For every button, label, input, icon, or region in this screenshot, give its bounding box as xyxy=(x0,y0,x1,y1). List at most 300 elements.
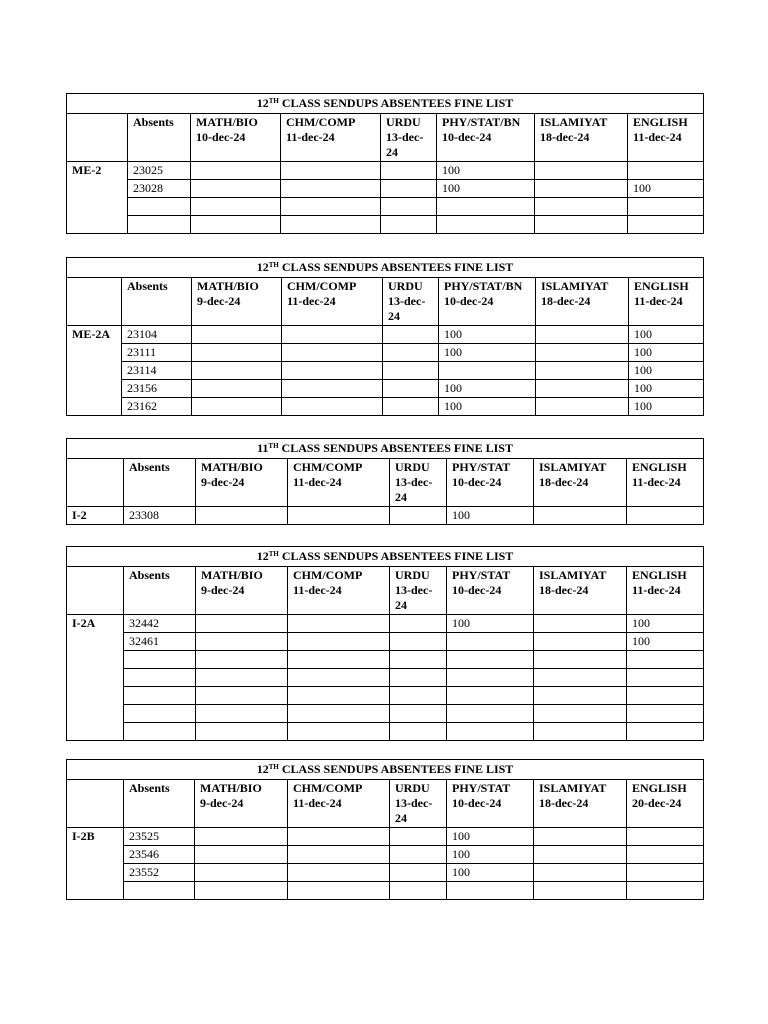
table-title xyxy=(67,258,704,278)
column-header xyxy=(124,567,196,615)
header-date: 13-dec-24 xyxy=(395,796,433,825)
fine-cell xyxy=(282,362,383,380)
roll-number-cell: 23028 xyxy=(128,180,191,198)
header-subject: ENGLISH xyxy=(632,460,687,474)
column-header xyxy=(67,780,124,828)
roll-number-cell xyxy=(124,669,196,687)
fine-cell xyxy=(192,344,282,362)
header-row xyxy=(67,114,704,162)
roll-number-cell: 23546 xyxy=(124,846,195,864)
header-subject: ENGLISH xyxy=(634,279,689,293)
header-date: 13-dec-24 xyxy=(386,130,424,159)
column-header xyxy=(534,567,627,615)
fine-cell xyxy=(447,687,534,705)
title-ordinal-suffix: TH xyxy=(268,442,279,450)
fine-cell xyxy=(628,216,704,234)
table-row xyxy=(67,864,704,882)
fine-cell: 100 xyxy=(629,398,704,416)
fine-cell xyxy=(282,344,383,362)
fine-cell xyxy=(288,723,390,741)
table-row xyxy=(67,380,704,398)
fine-cell xyxy=(627,846,704,864)
fine-cell xyxy=(196,723,288,741)
header-subject: ISLAMIYAT xyxy=(539,460,607,474)
table-row xyxy=(67,344,704,362)
header-date: 18-dec-24 xyxy=(541,294,591,308)
fine-cell xyxy=(281,180,381,198)
header-row xyxy=(67,459,704,507)
fine-cell xyxy=(536,326,629,344)
fine-cell xyxy=(383,344,439,362)
fine-cell xyxy=(447,723,534,741)
fine-cell xyxy=(536,362,629,380)
title-text: CLASS SENDUPS ABSENTEES FINE LIST xyxy=(278,260,514,274)
roll-number-cell: 32442 xyxy=(124,615,196,633)
fine-cell xyxy=(627,864,704,882)
fine-list-table xyxy=(66,759,704,900)
header-date: 9-dec-24 xyxy=(201,475,245,489)
title-text: CLASS SENDUPS ABSENTEES FINE LIST xyxy=(278,96,514,110)
table-row xyxy=(67,828,704,846)
title-class-number: 12 xyxy=(256,260,269,274)
column-header xyxy=(439,278,536,326)
header-subject: MATH/BIO xyxy=(201,460,263,474)
header-subject: CHM/COMP xyxy=(293,460,363,474)
header-date: 20-dec-24 xyxy=(632,796,682,810)
fine-cell xyxy=(390,723,447,741)
fine-cell xyxy=(196,687,288,705)
column-header xyxy=(536,278,629,326)
fine-cell xyxy=(390,705,447,723)
fine-cell: 100 xyxy=(447,864,534,882)
header-date: 13-dec-24 xyxy=(395,583,433,612)
fine-cell xyxy=(288,615,390,633)
column-header xyxy=(390,567,447,615)
fine-list-table xyxy=(66,257,704,416)
roll-number-cell xyxy=(124,705,196,723)
column-header xyxy=(67,567,124,615)
fine-cell xyxy=(627,651,704,669)
fine-cell xyxy=(535,198,628,216)
fine-cell: 100 xyxy=(629,380,704,398)
column-header xyxy=(627,780,704,828)
header-subject: ENGLISH xyxy=(632,781,687,795)
fine-cell: 100 xyxy=(629,344,704,362)
header-subject: MATH/BIO xyxy=(200,781,262,795)
title-ordinal-suffix: TH xyxy=(268,763,279,771)
header-date: 11-dec-24 xyxy=(293,796,342,810)
header-date: 18-dec-24 xyxy=(539,796,589,810)
column-header xyxy=(192,278,282,326)
fine-cell xyxy=(288,705,390,723)
column-header xyxy=(196,459,288,507)
table-title-row xyxy=(67,94,704,114)
table-row xyxy=(67,180,704,198)
fine-cell xyxy=(390,633,447,651)
fine-cell xyxy=(383,362,439,380)
column-header xyxy=(535,114,628,162)
fine-cell xyxy=(288,507,390,525)
column-header xyxy=(67,278,122,326)
header-date: 10-dec-24 xyxy=(444,294,494,308)
fine-cell xyxy=(447,633,534,651)
fine-cell: 100 xyxy=(447,615,534,633)
fine-cell xyxy=(195,846,288,864)
fine-list-table xyxy=(66,93,704,234)
fine-cell: 100 xyxy=(439,326,536,344)
header-date: 11-dec-24 xyxy=(632,583,681,597)
class-section-label: I-2B xyxy=(67,828,124,900)
fine-cell xyxy=(383,326,439,344)
fine-cell: 100 xyxy=(439,398,536,416)
table-row xyxy=(67,723,704,741)
fine-cell: 100 xyxy=(628,180,704,198)
header-date: 13-dec-24 xyxy=(395,475,433,504)
fine-cell xyxy=(195,882,288,900)
column-header xyxy=(627,567,704,615)
fine-cell xyxy=(196,669,288,687)
header-subject: Absents xyxy=(129,460,170,474)
fine-cell xyxy=(534,723,627,741)
fine-cell xyxy=(282,398,383,416)
table-row xyxy=(67,705,704,723)
header-subject: PHY/STAT/BN xyxy=(442,115,521,129)
fine-cell xyxy=(288,687,390,705)
header-date: 9-dec-24 xyxy=(197,294,241,308)
class-section-label: I-2 xyxy=(67,507,124,525)
roll-number-cell xyxy=(124,651,196,669)
table-row xyxy=(67,633,704,651)
table-row xyxy=(67,216,704,234)
roll-number-cell: 32461 xyxy=(124,633,196,651)
header-row xyxy=(67,780,704,828)
fine-cell xyxy=(281,216,381,234)
fine-cell xyxy=(281,162,381,180)
fine-cell xyxy=(383,398,439,416)
table-row xyxy=(67,687,704,705)
column-header xyxy=(124,780,195,828)
header-date: 10-dec-24 xyxy=(196,130,246,144)
roll-number-cell xyxy=(128,216,191,234)
fine-cell xyxy=(627,687,704,705)
roll-number-cell: 23111 xyxy=(122,344,192,362)
roll-number-cell: 23114 xyxy=(122,362,192,380)
column-header xyxy=(437,114,535,162)
header-subject: ENGLISH xyxy=(633,115,688,129)
header-subject: MATH/BIO xyxy=(201,568,263,582)
fine-cell: 100 xyxy=(447,846,534,864)
header-date: 9-dec-24 xyxy=(200,796,244,810)
roll-number-cell xyxy=(124,723,196,741)
table-row xyxy=(67,507,704,525)
header-subject: URDU xyxy=(386,115,421,129)
fine-cell xyxy=(437,198,535,216)
fine-cell xyxy=(447,669,534,687)
fine-cell xyxy=(390,651,447,669)
header-date: 11-dec-24 xyxy=(287,294,336,308)
column-header xyxy=(288,459,390,507)
fine-cell xyxy=(383,380,439,398)
class-section-label: I-2A xyxy=(67,615,124,741)
fine-cell xyxy=(192,326,282,344)
fine-cell xyxy=(390,507,447,525)
fine-cell xyxy=(191,180,281,198)
fine-cell xyxy=(535,162,628,180)
title-ordinal-suffix: TH xyxy=(268,261,279,269)
table-title xyxy=(67,439,704,459)
fine-cell: 100 xyxy=(627,615,704,633)
fine-cell xyxy=(534,633,627,651)
fine-list-table xyxy=(66,438,704,525)
table-row xyxy=(67,882,704,900)
fine-cell xyxy=(627,723,704,741)
fine-cell xyxy=(627,507,704,525)
column-header xyxy=(381,114,437,162)
fine-cell: 100 xyxy=(629,362,704,380)
fine-cell xyxy=(535,180,628,198)
header-date: 11-dec-24 xyxy=(286,130,335,144)
column-header xyxy=(383,278,439,326)
header-date: 11-dec-24 xyxy=(632,475,681,489)
fine-cell xyxy=(288,669,390,687)
fine-cell xyxy=(196,633,288,651)
fine-cell xyxy=(534,705,627,723)
fine-cell xyxy=(196,651,288,669)
table-row xyxy=(67,198,704,216)
fine-cell xyxy=(390,864,447,882)
title-ordinal-suffix: TH xyxy=(268,550,279,558)
header-subject: URDU xyxy=(395,460,430,474)
roll-number-cell xyxy=(128,198,191,216)
column-header xyxy=(282,278,383,326)
table-title-row xyxy=(67,439,704,459)
fine-cell xyxy=(534,651,627,669)
roll-number-cell: 23552 xyxy=(124,864,195,882)
title-text: CLASS SENDUPS ABSENTEES FINE LIST xyxy=(278,441,513,455)
roll-number-cell: 23156 xyxy=(122,380,192,398)
header-subject: Absents xyxy=(129,568,170,582)
header-date: 18-dec-24 xyxy=(540,130,590,144)
header-row xyxy=(67,567,704,615)
header-subject: URDU xyxy=(395,568,430,582)
fine-cell: 100 xyxy=(447,507,534,525)
table-title xyxy=(67,760,704,780)
title-class-number: 12 xyxy=(256,96,269,110)
header-date: 9-dec-24 xyxy=(201,583,245,597)
roll-number-cell: 23162 xyxy=(122,398,192,416)
fine-cell xyxy=(196,705,288,723)
fine-cell xyxy=(381,180,437,198)
header-date: 18-dec-24 xyxy=(539,583,589,597)
table-row xyxy=(67,326,704,344)
fine-list-table xyxy=(66,546,704,741)
fine-cell xyxy=(288,864,390,882)
column-header xyxy=(128,114,191,162)
title-class-number: 11 xyxy=(257,441,269,455)
fine-cell xyxy=(195,864,288,882)
fine-cell xyxy=(534,669,627,687)
column-header xyxy=(191,114,281,162)
header-subject: PHY/STAT xyxy=(452,568,511,582)
fine-cell xyxy=(390,828,447,846)
column-header xyxy=(195,780,288,828)
roll-number-cell: 23308 xyxy=(124,507,196,525)
header-date: 13-dec-24 xyxy=(388,294,426,323)
table-row xyxy=(67,615,704,633)
title-ordinal-suffix: TH xyxy=(268,97,279,105)
table-title-row xyxy=(67,547,704,567)
fine-cell: 100 xyxy=(437,180,535,198)
title-class-number: 12 xyxy=(256,762,269,776)
table-title xyxy=(67,94,704,114)
header-subject: ISLAMIYAT xyxy=(539,568,607,582)
fine-cell xyxy=(534,846,627,864)
column-header xyxy=(288,780,390,828)
title-text: CLASS SENDUPS ABSENTEES FINE LIST xyxy=(278,762,514,776)
header-subject: Absents xyxy=(133,115,174,129)
fine-cell xyxy=(534,687,627,705)
fine-cell: 100 xyxy=(629,326,704,344)
table-title xyxy=(67,547,704,567)
fine-cell xyxy=(288,846,390,864)
class-section-label: ME-2A xyxy=(67,326,122,416)
header-subject: MATH/BIO xyxy=(196,115,258,129)
fine-cell xyxy=(390,687,447,705)
fine-cell xyxy=(381,198,437,216)
column-header xyxy=(390,780,447,828)
fine-cell xyxy=(196,507,288,525)
fine-cell xyxy=(282,380,383,398)
table-row xyxy=(67,651,704,669)
table-title-row xyxy=(67,258,704,278)
roll-number-cell: 23025 xyxy=(128,162,191,180)
column-header xyxy=(534,780,627,828)
header-subject: PHY/STAT xyxy=(452,460,511,474)
fine-cell xyxy=(535,216,628,234)
column-header xyxy=(67,114,128,162)
table-row xyxy=(67,669,704,687)
column-header xyxy=(122,278,192,326)
fine-cell xyxy=(390,882,447,900)
column-header xyxy=(628,114,704,162)
column-header xyxy=(281,114,381,162)
header-subject: ENGLISH xyxy=(632,568,687,582)
header-subject: CHM/COMP xyxy=(286,115,356,129)
column-header xyxy=(124,459,196,507)
fine-cell xyxy=(536,398,629,416)
fine-cell xyxy=(195,828,288,846)
table-row xyxy=(67,846,704,864)
roll-number-cell xyxy=(124,882,195,900)
roll-number-cell xyxy=(124,687,196,705)
fine-cell xyxy=(390,669,447,687)
column-header xyxy=(288,567,390,615)
fine-cell xyxy=(627,669,704,687)
fine-cell xyxy=(627,828,704,846)
fine-cell xyxy=(282,326,383,344)
fine-cell xyxy=(536,380,629,398)
fine-cell xyxy=(534,828,627,846)
fine-cell xyxy=(381,216,437,234)
column-header xyxy=(447,459,534,507)
fine-cell xyxy=(281,198,381,216)
fine-cell xyxy=(196,615,288,633)
fine-cell xyxy=(191,162,281,180)
fine-cell xyxy=(192,380,282,398)
fine-cell xyxy=(192,362,282,380)
header-date: 11-dec-24 xyxy=(293,475,342,489)
header-subject: ISLAMIYAT xyxy=(539,781,607,795)
column-header xyxy=(627,459,704,507)
header-subject: MATH/BIO xyxy=(197,279,259,293)
header-date: 10-dec-24 xyxy=(452,583,502,597)
fine-cell xyxy=(534,882,627,900)
fine-cell: 100 xyxy=(439,344,536,362)
header-subject: PHY/STAT xyxy=(452,781,511,795)
table-row xyxy=(67,162,704,180)
fine-cell xyxy=(381,162,437,180)
class-section-label: ME-2 xyxy=(67,162,128,234)
header-subject: CHM/COMP xyxy=(287,279,357,293)
fine-cell xyxy=(191,198,281,216)
header-subject: URDU xyxy=(395,781,430,795)
header-subject: CHM/COMP xyxy=(293,781,363,795)
header-date: 10-dec-24 xyxy=(452,475,502,489)
fine-cell xyxy=(447,651,534,669)
column-header xyxy=(534,459,627,507)
header-subject: URDU xyxy=(388,279,423,293)
column-header xyxy=(447,567,534,615)
fine-cell xyxy=(288,828,390,846)
header-date: 11-dec-24 xyxy=(633,130,682,144)
header-subject: Absents xyxy=(129,781,170,795)
header-date: 10-dec-24 xyxy=(452,796,502,810)
roll-number-cell: 23525 xyxy=(124,828,195,846)
table-title-row xyxy=(67,760,704,780)
fine-cell xyxy=(192,398,282,416)
title-class-number: 12 xyxy=(256,549,269,563)
header-subject: ISLAMIYAT xyxy=(541,279,609,293)
fine-cell xyxy=(447,705,534,723)
fine-cell xyxy=(627,882,704,900)
header-row xyxy=(67,278,704,326)
fine-cell xyxy=(288,633,390,651)
header-date: 10-dec-24 xyxy=(442,130,492,144)
fine-cell xyxy=(627,705,704,723)
fine-cell xyxy=(439,362,536,380)
header-date: 11-dec-24 xyxy=(293,583,342,597)
header-subject: CHM/COMP xyxy=(293,568,363,582)
fine-cell xyxy=(390,615,447,633)
fine-cell xyxy=(628,162,704,180)
title-text: CLASS SENDUPS ABSENTEES FINE LIST xyxy=(278,549,514,563)
fine-cell xyxy=(390,846,447,864)
fine-cell xyxy=(288,651,390,669)
fine-cell xyxy=(288,882,390,900)
column-header xyxy=(196,567,288,615)
header-subject: Absents xyxy=(127,279,168,293)
fine-cell: 100 xyxy=(437,162,535,180)
fine-cell xyxy=(437,216,535,234)
fine-cell: 100 xyxy=(627,633,704,651)
fine-cell xyxy=(628,198,704,216)
fine-cell xyxy=(534,864,627,882)
fine-cell xyxy=(447,882,534,900)
fine-cell xyxy=(536,344,629,362)
fine-cell xyxy=(534,615,627,633)
header-date: 11-dec-24 xyxy=(634,294,683,308)
header-subject: ISLAMIYAT xyxy=(540,115,608,129)
